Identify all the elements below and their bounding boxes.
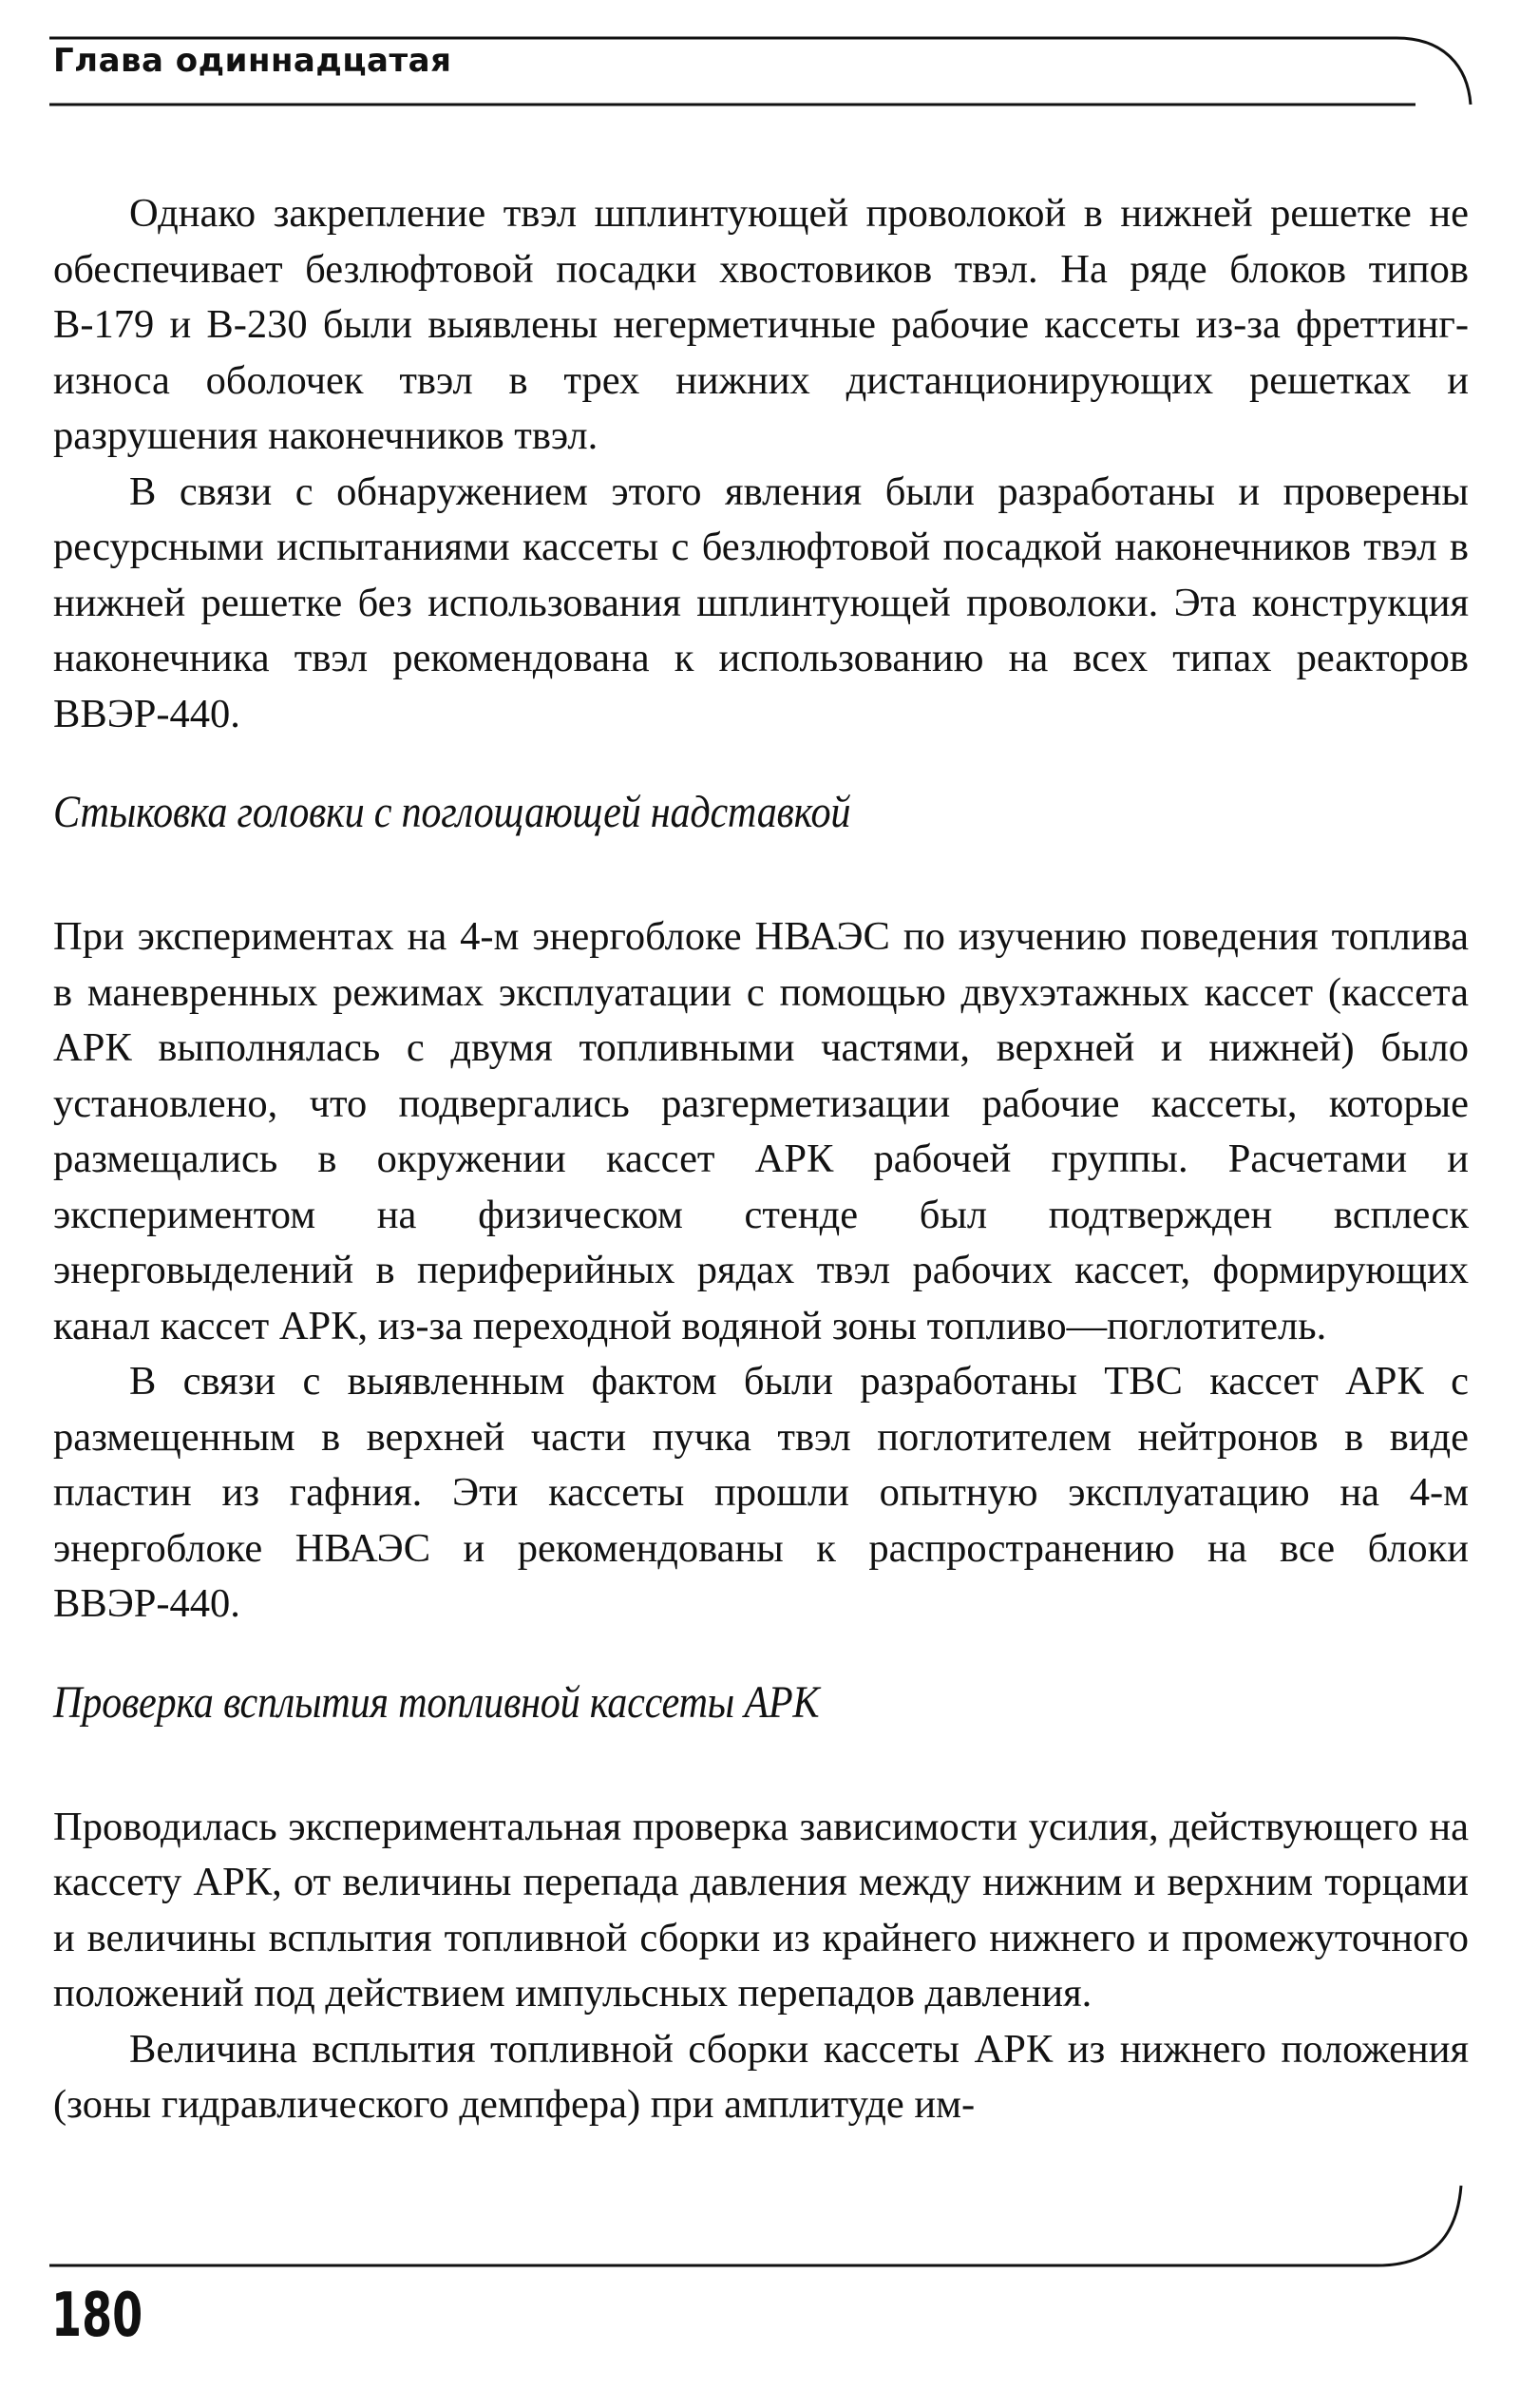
paragraph: Однако закрепление твэл шплинтующей проволокой в нижней решетке не обеспечивает безлюфтовой посадки хвостовиков твэл. На ряде блоков типов В-179 и В-230 были выявлены негерметичные рабочие кассеты из-за фреттинг-износа оболочек твэл в трех нижних дистанционирующих решетках и разрушения наконечников твэл. xyxy=(53,191,1469,458)
paragraph: В связи с выявленным фактом были разработаны ТВС кассет АРК с размещенным в верхней части пучка твэл поглотителем нейтронов в виде пластин из гафния. Эти кассеты прошли опытную эксплуатацию на 4-м энергоблоке НВАЭС и рекомендованы к распространению на все блоки ВВЭР-440. xyxy=(53,1359,1469,1626)
paragraph: В связи с обнаружением этого явления были разработаны и проверены ресурсными испытаниями кассеты с безлюфтовой посадкой наконечников твэл в нижней решетке без использования шплинтующей проволоки. Эта конструкция наконечника твэл рекомендована к использованию на всех типах реакторов ВВЭР-440. xyxy=(53,468,1469,736)
running-head-title: Глава одиннадцатая xyxy=(53,42,452,80)
paragraph: При экспериментах на 4-м энергоблоке НВАЭС по изучению поведения топлива в маневренных режимах эксплуатации с помощью двухэтажных кассет (кассета АРК выполнялась с двумя топливными частями, верхней и нижней) было установлено, что подвергались разгерметизации рабочие кассеты, которые размещались в окружении кассет АРК рабочей группы. Расчетами и экспериментом на физическом стенде был подтвержден всплеск энерговыделений в периферийных рядах твэл рабочих кассет, формирующих канал кассет АРК, из-за переходной водяной зоны топливо—поглотитель. xyxy=(53,914,1469,1348)
paragraph: Величина всплытия топливной сборки кассеты АРК из нижнего положения (зоны гидравлического демпфера) при амплитуде им- xyxy=(53,2026,1469,2127)
section-heading: Проверка всплытия топливной кассеты АРК xyxy=(53,1676,820,1728)
paragraph: Проводилась экспериментальная проверка зависимости усилия, действующего на кассету АРК, от величины перепада давления между нижним и верхним торцами и величины всплытия топливной сборки из крайнего нижнего и промежуточного положений под действием импульсных перепадов давления. xyxy=(53,1804,1469,2016)
section-heading: Стыковка головки с поглощающей надставкой xyxy=(53,787,851,837)
page-number: 180 xyxy=(51,2281,143,2351)
